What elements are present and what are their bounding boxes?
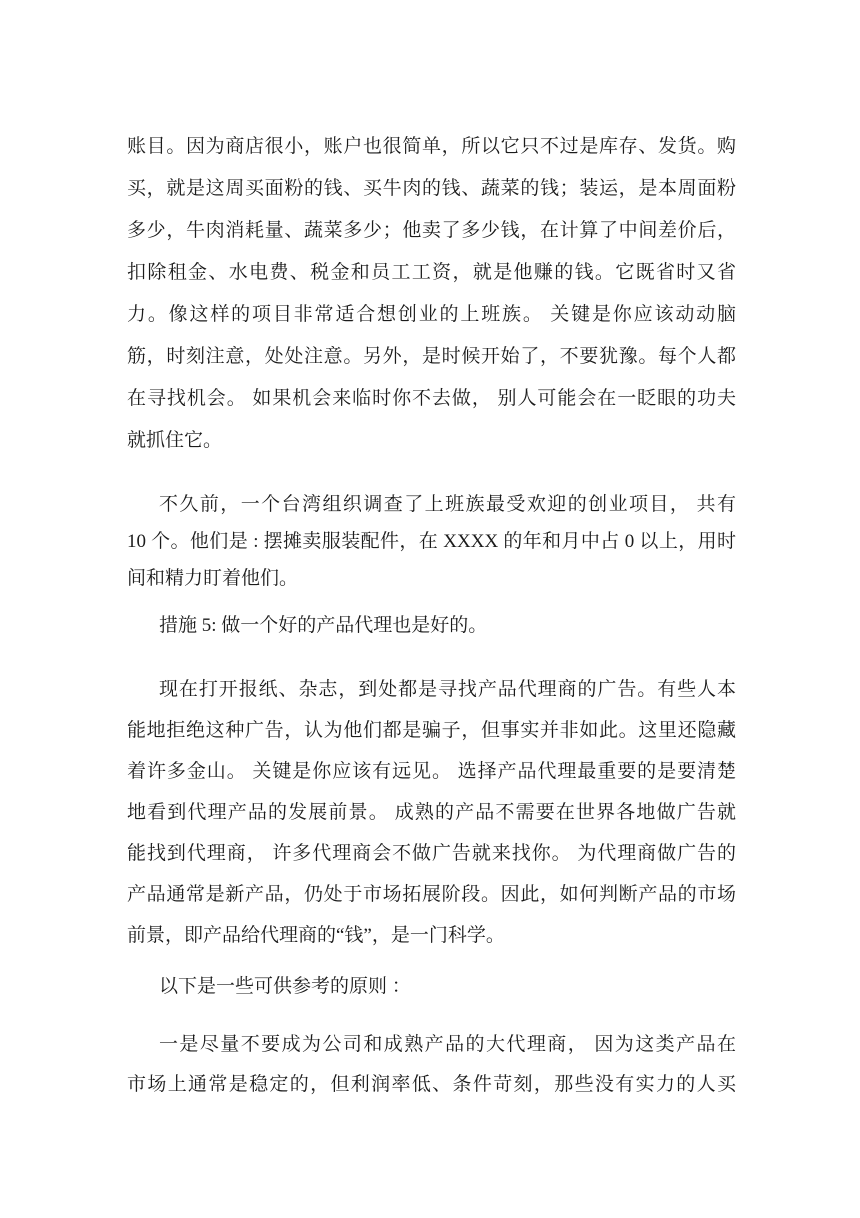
text-line: 账目。因为商店很小，账户也很简单，所以它只不过是库存、发货。购 bbox=[127, 136, 736, 157]
text-line: 买，就是这周买面粉的钱、买牛肉的钱、蔬菜的钱；装运，是本周面粉 bbox=[127, 178, 736, 199]
text-line: 能找到代理商， 许多代理商会不做广告就来找你。 为代理商做广告的 bbox=[127, 843, 736, 864]
document-text-block bbox=[127, 126, 736, 1105]
text-line: 不久前，一个台湾组织调查了上班族最受欢迎的创业项目， 共有 bbox=[159, 494, 736, 515]
text-line: 着许多金山。 关键是你应该有远见。 选择产品代理最重要的是要清楚 bbox=[127, 761, 736, 782]
text-line: 多少，牛肉消耗量、蔬菜多少；他卖了多少钱，在计算了中间差价后， bbox=[127, 220, 736, 241]
paragraph bbox=[127, 669, 736, 956]
text-line: 在寻找机会。 如果机会来临时你不去做， 别人可能会在一眨眼的功夫 bbox=[127, 388, 736, 409]
text-line: 市场上通常是稳定的，但利润率低、条件苛刻，那些没有实力的人买 bbox=[127, 1074, 736, 1095]
paragraph bbox=[127, 486, 736, 597]
text-line: 现在打开报纸、杂志，到处都是寻找产品代理商的广告。有些人本 bbox=[159, 679, 736, 700]
text-line: 以下是一些可供参考的原则 ： bbox=[159, 976, 411, 997]
text-line: 能地拒绝这种广告，认为他们都是骗子，但事实并非如此。这里还隐藏 bbox=[127, 720, 736, 741]
text-line: 前景，即产品给代理商的“钱”，是一门科学。 bbox=[127, 925, 505, 946]
paragraph bbox=[127, 606, 736, 646]
paragraph bbox=[127, 1025, 736, 1105]
text-line: 地看到代理产品的发展前景。 成熟的产品不需要在世界各地做广告就 bbox=[127, 802, 736, 823]
paragraph bbox=[127, 967, 736, 1007]
text-line: 产品通常是新产品，仍处于市场拓展阶段。因此，如何判断产品的市场 bbox=[127, 884, 736, 905]
text-line: 力。像这样的项目非常适合想创业的上班族。 关键是你应该动动脑 bbox=[127, 304, 736, 325]
text-line: 筋，时刻注意，处处注意。另外，是时候开始了，不要犹豫。每个人都 bbox=[127, 346, 736, 367]
text-line: 10 个。他们是 : 摆摊卖服装配件，在 XXXX 的年和月中占 0 以上，用时 bbox=[127, 531, 736, 552]
text-line: 扣除租金、水电费、税金和员工工资，就是他赚的钱。它既省时又省 bbox=[127, 262, 736, 283]
text-line: 间和精力盯着他们。 bbox=[127, 568, 299, 589]
paragraph bbox=[127, 126, 736, 462]
text-line: 措施 5: 做一个好的产品代理也是好的。 bbox=[159, 615, 488, 636]
text-line: 一是尽量不要成为公司和成熟产品的大代理商， 因为这类产品在 bbox=[159, 1034, 736, 1055]
text-line: 就抓住它。 bbox=[127, 430, 223, 451]
